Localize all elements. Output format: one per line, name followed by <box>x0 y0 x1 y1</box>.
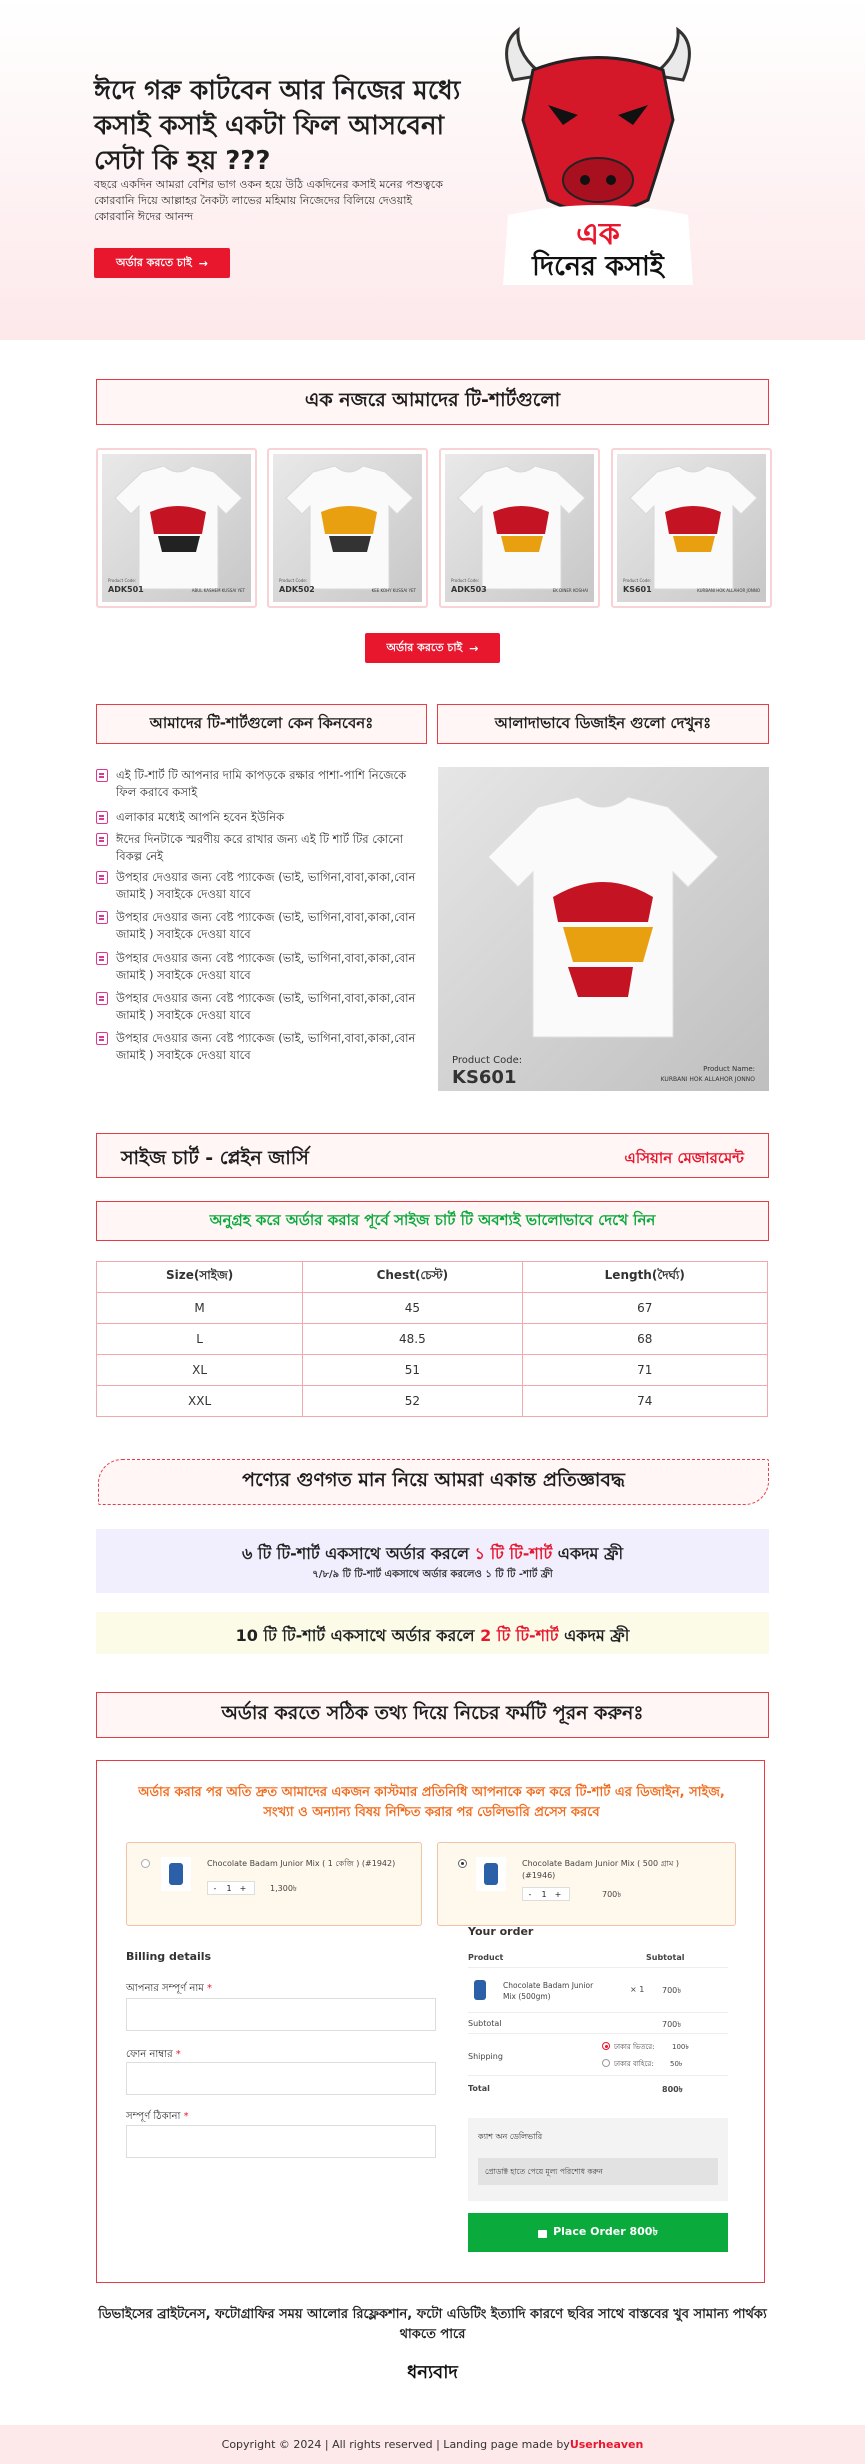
table-cell: 45 <box>303 1293 522 1324</box>
offer-1-highlight: ১ টি টি-শার্ট <box>474 1544 553 1563</box>
name-label <box>126 1981 212 1998</box>
benefit-item <box>96 1030 426 1064</box>
divider <box>468 1967 728 1968</box>
place-order-button[interactable] <box>468 2213 728 2252</box>
benefit-text: উপহার দেওয়ার জন্য বেষ্ট প্যাকেজ (ভাই, ভাগিনা,বাবা,কাকা,বোন জামাই ) সবাইকে দেওয়া যাবে <box>116 951 416 982</box>
benefit-text: উপহার দেওয়ার জন্য বেষ্ট প্যাকেজ (ভাই, ভাগিনা,বাবা,কাকা,বোন জামাই ) সবাইকে দেওয়া যাবে <box>116 910 416 941</box>
shirt-image <box>617 454 766 602</box>
product-2-radio[interactable] <box>458 1859 467 1868</box>
table-cell: M <box>97 1293 303 1324</box>
hero-title: ঈদে গরু কাটবেন আর নিজের মধ্যে কসাই কসাই একটা ফিল আসবেনা সেটা কি হয় ??? <box>94 76 461 176</box>
table-row <box>97 1324 768 1355</box>
payment-method-title: ক্যাশ অন ডেলিভারি <box>478 2132 543 2141</box>
divider <box>468 2012 728 2013</box>
total-value: 800৳ <box>662 2085 683 2094</box>
benefit-item <box>96 809 426 826</box>
offer-1-subtext: ৭/৮/৯ টি টি-শার্ট একসাথে অর্ডার করলেও ১ টি টি -শার্ট ফ্রী <box>312 1569 553 1580</box>
hero-order-label: অর্ডার করতে চাই <box>115 255 192 269</box>
shirt-card[interactable] <box>611 448 772 608</box>
size-chart-note: অনুগ্রহ করে অর্ডার করার পূর্বে সাইজ চার্ট টি অবশ্যই ভালোভাবে দেখে নিন <box>96 1201 769 1241</box>
measurement-label: এসিয়ান মেজারমেন্ট <box>624 1149 744 1167</box>
gift-icon <box>96 911 108 924</box>
order-heading: অর্ডার করতে সঠিক তথ্য দিয়ে নিচের ফর্মটি পূরন করুনঃ <box>96 1692 769 1738</box>
required-mark: * <box>183 2111 189 2122</box>
product-2-qty[interactable] <box>522 1887 570 1901</box>
offer-1-post: একদম ফ্রী <box>552 1544 624 1563</box>
shirt-code: ADK503 <box>451 585 487 594</box>
footer <box>0 2425 865 2464</box>
table-row <box>97 1355 768 1386</box>
name-label-text: আপনার সম্পূর্ণ নাম <box>126 1983 204 1994</box>
total-label: Total <box>468 2084 490 2093</box>
benefit-item <box>96 869 426 903</box>
product-option-1[interactable] <box>126 1842 422 1926</box>
product-1-name: Chocolate Badam Junior Mix ( 1 কেজি ) (#1942) <box>207 1859 396 1868</box>
line-item-qty: × 1 <box>630 1985 645 1994</box>
design-preview-image <box>438 767 769 1091</box>
required-mark: * <box>207 1983 213 1994</box>
size-table-header: Size(সাইজ) <box>97 1262 303 1293</box>
qty-minus-button[interactable]: - <box>213 1883 217 1893</box>
shirt-code-label: Product Code: <box>451 578 480 583</box>
your-order-title: Your order <box>468 1925 534 1938</box>
bull-caption-bottom: দিনের কসাই <box>532 251 664 282</box>
table-cell: 74 <box>522 1386 767 1417</box>
phone-input[interactable] <box>126 2062 436 2095</box>
qty-plus-button[interactable]: + <box>239 1883 247 1893</box>
table-cell: 67 <box>522 1293 767 1324</box>
qty-minus-button[interactable]: - <box>528 1889 532 1899</box>
payment-note: প্রোডাক্ট হাতে পেয়ে মূল্য পরিশোধ করুন <box>478 2158 718 2185</box>
order-notice: অর্ডার করার পর অতি দ্রুত আমাদের একজন কাস্টমার প্রতিনিধি আপনাকে কল করে টি-শার্ট এর ডিজাইন, সাইজ, সংখ্যা ও অন্যান্য বিষয় নিশ্চিত করার পর ডেলিভারি প্রসেস করবে <box>138 1785 725 1820</box>
shirt-image <box>445 454 594 602</box>
bull-logo <box>488 20 708 290</box>
benefit-item <box>96 831 426 865</box>
gift-icon <box>96 769 108 782</box>
quality-banner: পণ্যের গুণগত মান নিয়ে আমরা একান্ত প্রতিজ্ঞাবদ্ধ <box>98 1459 769 1505</box>
gift-icon <box>96 811 108 824</box>
shirt-name: KEE KOHY KUSSAI YET <box>371 588 416 593</box>
subtotal-label: Subtotal <box>468 2019 502 2028</box>
shirt-card[interactable] <box>439 448 600 608</box>
glance-heading: এক নজরে আমাদের টি-শার্টগুলো <box>96 379 769 425</box>
offer-2-text <box>96 1623 769 1650</box>
table-cell: 51 <box>303 1355 522 1386</box>
shirt-code: KS601 <box>623 585 652 594</box>
address-label <box>126 2109 189 2126</box>
benefit-text: উপহার দেওয়ার জন্য বেষ্ট প্যাকেজ (ভাই, ভাগিনা,বাবা,কাকা,বোন জামাই ) সবাইকে দেওয়া যাবে <box>116 991 416 1022</box>
benefit-item <box>96 767 426 801</box>
benefit-text: এই টি-শার্ট টি আপনার দামি কাপড়কে রক্ষার পাশা-পাশি নিজেকে ফিল করাবে কসাই <box>116 768 407 799</box>
subtotal-col-header: Subtotal <box>646 1953 685 1962</box>
benefit-text: ঈদের দিনটাকে স্মরণীয় করে রাখার জন্য এই টি শার্ট টির কোনো বিকল্প নেই <box>116 832 404 863</box>
offer-2-pre: 10 টি টি-শার্ট একসাথে অর্ডার করলে <box>235 1626 481 1645</box>
bull-caption-top: এক <box>576 217 620 252</box>
shirt-image <box>273 454 422 602</box>
ship-inside-label: ঢাকার ভিতরে: <box>614 2043 655 2051</box>
offer-2-highlight: 2 টি টি-শার্ট <box>480 1626 559 1645</box>
arrow-right-icon: → <box>198 256 208 270</box>
shirt-code-label: Product Code: <box>108 578 137 583</box>
table-cell: 68 <box>522 1324 767 1355</box>
size-table <box>96 1261 768 1417</box>
gift-icon <box>96 871 108 884</box>
size-chart-header <box>96 1133 769 1178</box>
phone-label-text: ফোন নাম্বার <box>126 2049 173 2060</box>
jar-icon <box>470 1977 490 2003</box>
design-code-label: Product Code: <box>452 1055 523 1066</box>
why-heading: আমাদের টি-শার্টগুলো কেন কিনবেনঃ <box>96 704 427 744</box>
size-table-header: Length(দৈর্ঘ্য) <box>522 1262 767 1293</box>
subtotal-value: 700৳ <box>662 2020 682 2029</box>
gift-icon <box>96 952 108 965</box>
divider <box>468 2033 728 2034</box>
thanks-text: ধন্যবাদ <box>407 2362 458 2383</box>
offer-2 <box>96 1612 769 1654</box>
glance-order-button[interactable] <box>365 633 500 663</box>
product-option-2[interactable] <box>437 1842 736 1926</box>
table-cell: 71 <box>522 1355 767 1386</box>
ship-outside-radio[interactable] <box>602 2059 610 2067</box>
ship-inside-radio[interactable] <box>602 2042 610 2050</box>
shirt-name: ABUL KASHEM KUSSAI YET <box>191 588 245 593</box>
glance-order-label: অর্ডার করতে চাই <box>386 640 463 654</box>
size-chart-title: সাইজ চার্ট - প্লেইন জার্সি <box>121 1147 309 1169</box>
offer-1 <box>96 1529 769 1593</box>
footer-brand-link[interactable]: Userheaven <box>569 2438 644 2451</box>
table-cell: L <box>97 1324 303 1355</box>
design-name-label: Product Name: <box>703 1065 755 1073</box>
table-row <box>97 1293 768 1324</box>
shipping-label: Shipping <box>468 2052 503 2061</box>
product-2-name: Chocolate Badam Junior Mix ( 500 গ্রাম ) (#1946) <box>522 1859 680 1880</box>
shirt-code-label: Product Code: <box>279 578 308 583</box>
shirt-name: EK DINER KOSHAI <box>552 588 588 593</box>
design-name: KURBANI HOK ALLAHOR JONNO <box>660 1076 755 1083</box>
table-cell: XL <box>97 1355 303 1386</box>
hero-order-button[interactable] <box>94 248 230 278</box>
shirt-code-label: Product Code: <box>623 578 652 583</box>
gift-icon <box>96 833 108 846</box>
shirt-card[interactable] <box>96 448 257 608</box>
table-row <box>97 1386 768 1417</box>
shirt-card[interactable] <box>267 448 428 608</box>
table-cell: XXL <box>97 1386 303 1417</box>
billing-title: Billing details <box>126 1950 212 1963</box>
product-2-price: 700৳ <box>602 1890 622 1899</box>
size-table-header: Chest(চেস্ট) <box>303 1262 522 1293</box>
divider <box>468 2075 728 2076</box>
shirt-image <box>102 454 251 602</box>
place-order-label: Place Order 800৳ <box>553 2225 658 2238</box>
qty-value: 1 <box>541 1889 547 1899</box>
offer-1-text <box>96 1541 769 1568</box>
jar-icon <box>476 1857 506 1891</box>
benefit-text: এলাকার মধ্যেই আপনি হবেন ইউনিক <box>116 810 285 824</box>
shirt-name: KURBANI HOK ALLAHOR JONNO <box>697 588 760 593</box>
product-1-radio[interactable] <box>141 1859 150 1868</box>
jar-icon <box>161 1857 191 1891</box>
benefit-text: উপহার দেওয়ার জন্য বেষ্ট প্যাকেজ (ভাই, ভাগিনা,বাবা,কাকা,বোন জামাই ) সবাইকে দেওয়া যাবে <box>116 870 416 901</box>
lock-icon <box>538 2230 547 2238</box>
name-input[interactable] <box>126 1998 436 2031</box>
benefit-item <box>96 990 426 1024</box>
ship-inside-price: 100৳ <box>672 2043 689 2051</box>
gift-icon <box>96 992 108 1005</box>
address-input[interactable] <box>126 2125 436 2158</box>
address-label-text: সম্পূর্ণ ঠিকানা <box>126 2111 181 2122</box>
offer-1-pre: ৬ টি টি-শার্ট একসাথে অর্ডার করলে <box>241 1544 475 1563</box>
shirt-code: ADK502 <box>279 585 315 594</box>
table-cell: 48.5 <box>303 1324 522 1355</box>
designs-heading: আলাদাভাবে ডিজাইন গুলো দেখুনঃ <box>437 704 769 744</box>
payment-box <box>468 2118 728 2201</box>
product-1-price: 1,300৳ <box>270 1884 297 1893</box>
product-1-qty[interactable] <box>207 1881 255 1895</box>
arrow-right-icon: → <box>469 641 479 655</box>
qty-plus-button[interactable]: + <box>554 1889 562 1899</box>
ship-outside-price: 50৳ <box>670 2060 683 2068</box>
gift-icon <box>96 1032 108 1045</box>
line-item-price: 700৳ <box>662 1986 682 1995</box>
required-mark: * <box>175 2049 181 2060</box>
shirt-code: ADK501 <box>108 585 144 594</box>
design-code: KS601 <box>452 1067 517 1088</box>
product-col-header: Product <box>468 1953 504 1962</box>
disclaimer-text: ডিভাইসের ব্রাইটনেস, ফটোগ্রাফির সময় আলোর রিফ্লেকশান, ফটো এডিটিং ইত্যাদি কারণে ছবির সাথে বাস্তবের খুব সামান্য পার্থক্য থাকতে পারে <box>98 2307 767 2342</box>
ship-outside-label: ঢাকার বাহিরে: <box>614 2060 654 2068</box>
benefit-text: উপহার দেওয়ার জন্য বেষ্ট প্যাকেজ (ভাই, ভাগিনা,বাবা,কাকা,বোন জামাই ) সবাইকে দেওয়া যাবে <box>116 1031 416 1062</box>
benefit-item <box>96 909 426 943</box>
line-item-name: Chocolate Badam Junior Mix (500gm) <box>503 1981 594 2001</box>
hero-description: বছরে একদিন আমরা বেশির ভাগ ওকন হয়ে উঠি একদিনের কসাই মনের পশুত্বকে কোরবানি দিয়ে আল্লাহর নৈকট্য লাভের মহিমায় নিজেদের বিলিয়ে দেওয়াই কোরবানি ঈদের আনন্দ <box>94 178 443 223</box>
table-cell: 52 <box>303 1386 522 1417</box>
offer-2-post: একদম ফ্রী <box>558 1626 630 1645</box>
benefit-item <box>96 950 426 984</box>
copyright-text: Copyright © 2024 | All rights reserved | Landing page made by <box>221 2438 570 2451</box>
qty-value: 1 <box>226 1883 232 1893</box>
